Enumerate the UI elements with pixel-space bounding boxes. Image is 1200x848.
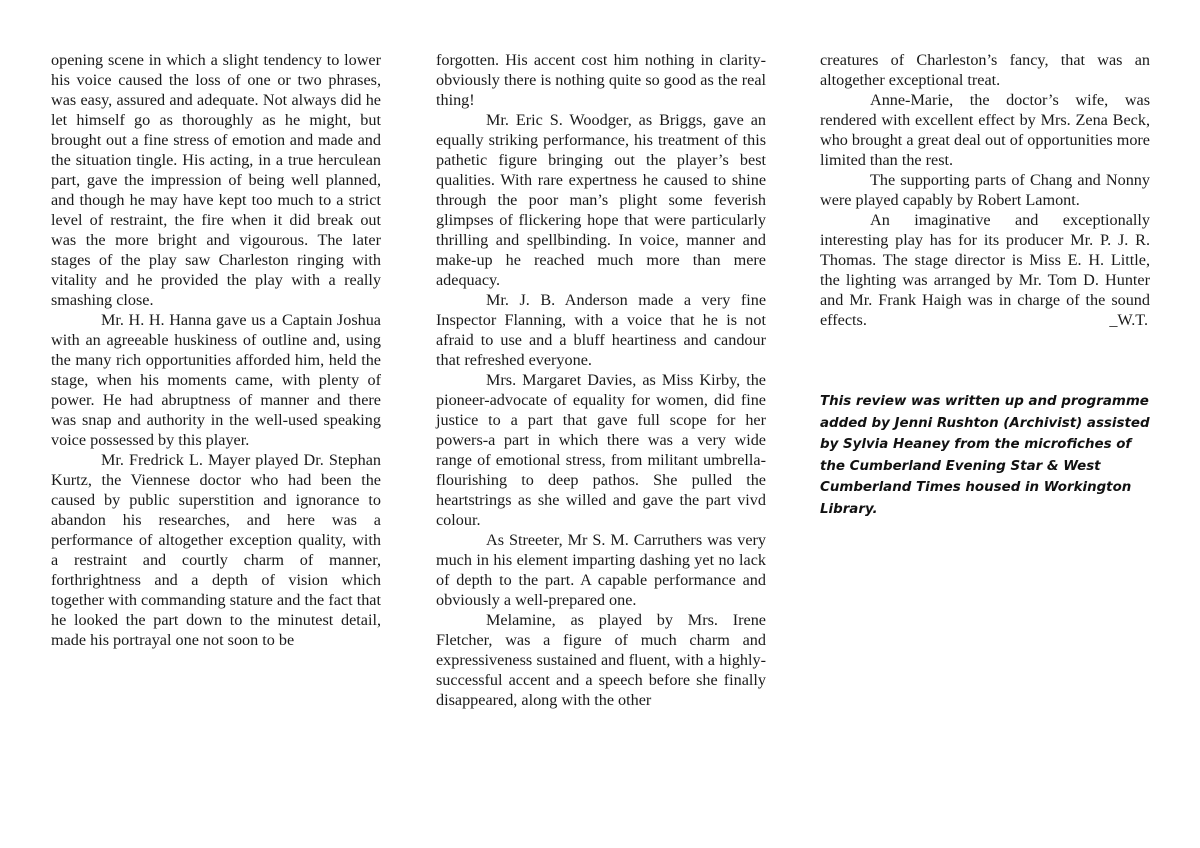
review-column-1: [51, 50, 381, 650]
paragraph: Mr. Fredrick L. Mayer played Dr. Stephan Kurtz, the Viennese doctor who had been the caused by public superstition and ignorance to abandon his researches, and here was a performance of altogether exception quality, with a restraint and courtly charm of manner, forthrightness and a depth of vision which together with commanding stature and the fact that he looked the part down to the minutest detail, made his portrayal one not soon to be: [51, 451, 381, 649]
paragraph: creatures of Charleston’s fancy, that was an altogether exceptional treat.: [820, 51, 1150, 89]
author-signature: _W.T.: [1109, 311, 1148, 329]
paragraph: Melamine, as played by Mrs. Irene Fletcher, was a figure of much charm and expressiveness sustained and fluent, with a highly-successful accent and a speech before she finally disappeared, along with the other: [436, 611, 766, 709]
paragraph: The supporting parts of Chang and Nonny were played capably by Robert Lamont.: [820, 171, 1150, 209]
review-column-3: [820, 50, 1150, 330]
review-column-2: [436, 50, 766, 710]
paragraph: Mr. J. B. Anderson made a very fine Inspector Flanning, with a voice that he is not afraid to use and a bluff heartiness and candour that refreshed everyone.: [436, 291, 766, 369]
paragraph: Mr. H. H. Hanna gave us a Captain Joshua with an agreeable huskiness of outline and, using the many rich opportunities afforded him, held the stage, when his moments came, with plenty of power. He had abruptness of manner and there was snap and authority in the well-used speaking voice possessed by this player.: [51, 311, 381, 449]
archivist-note: This review was written up and programme added by Jenni Rushton (Archivist) assisted by Sylvia Heaney from the microfiches of the Cumberland Evening Star & West Cumberland Times housed in Workington Library.: [820, 394, 1150, 517]
paragraph-with-signature: [820, 210, 1150, 330]
paragraph: opening scene in which a slight tendency to lower his voice caused the loss of one or two phrases, was easy, assured and adequate. Not always did he let himself go as thoroughly as he might, but brought out a fine stress of emotion and made and the situation tingle. His acting, in a true herculean part, gave the impression of being well planned, and though he may have kept too much to a strict level of restraint, the fire when it did break out was the more bright and vigourous. The later stages of the play saw Charleston ringing with vitality and he provided the play with a really smashing close.: [51, 51, 381, 309]
paragraph: forgotten. His accent cost him nothing in clarity-obviously there is nothing quite so good as the real thing!: [436, 51, 766, 109]
paragraph: Mr. Eric S. Woodger, as Briggs, gave an equally striking performance, his treatment of this pathetic figure bringing out the player’s best qualities. With rare expertness he caused to shine through the poor man’s plight some feverish glimpses of flickering hope that were particularly thrilling and spellbinding. In voice, manner and make-up he reached much more than mere adequacy.: [436, 111, 766, 289]
paragraph-text: An imaginative and exceptionally interesting play has for its producer Mr. P. J. R. Thomas. The stage director is Miss E. H. Little, the lighting was arranged by Mr. Tom D. Hunter and Mr. Frank Haigh was in charge of the sound effects.: [820, 211, 1150, 329]
paragraph: Anne-Marie, the doctor’s wife, was rendered with excellent effect by Mrs. Zena Beck, who brought a great deal out of opportunities more limited than the rest.: [820, 91, 1150, 169]
paragraph: As Streeter, Mr S. M. Carruthers was very much in his element imparting dashing yet no lack of depth to the part. A capable performance and obviously a well-prepared one.: [436, 531, 766, 609]
paragraph: Mrs. Margaret Davies, as Miss Kirby, the pioneer-advocate of equality for women, did fine justice to a part that gave full scope for her powers-a part in which there was a very wide range of emotional stress, from militant umbrella-flourishing to deep pathos. She pulled the heartstrings as she willed and gave the part vivd colour.: [436, 371, 766, 529]
